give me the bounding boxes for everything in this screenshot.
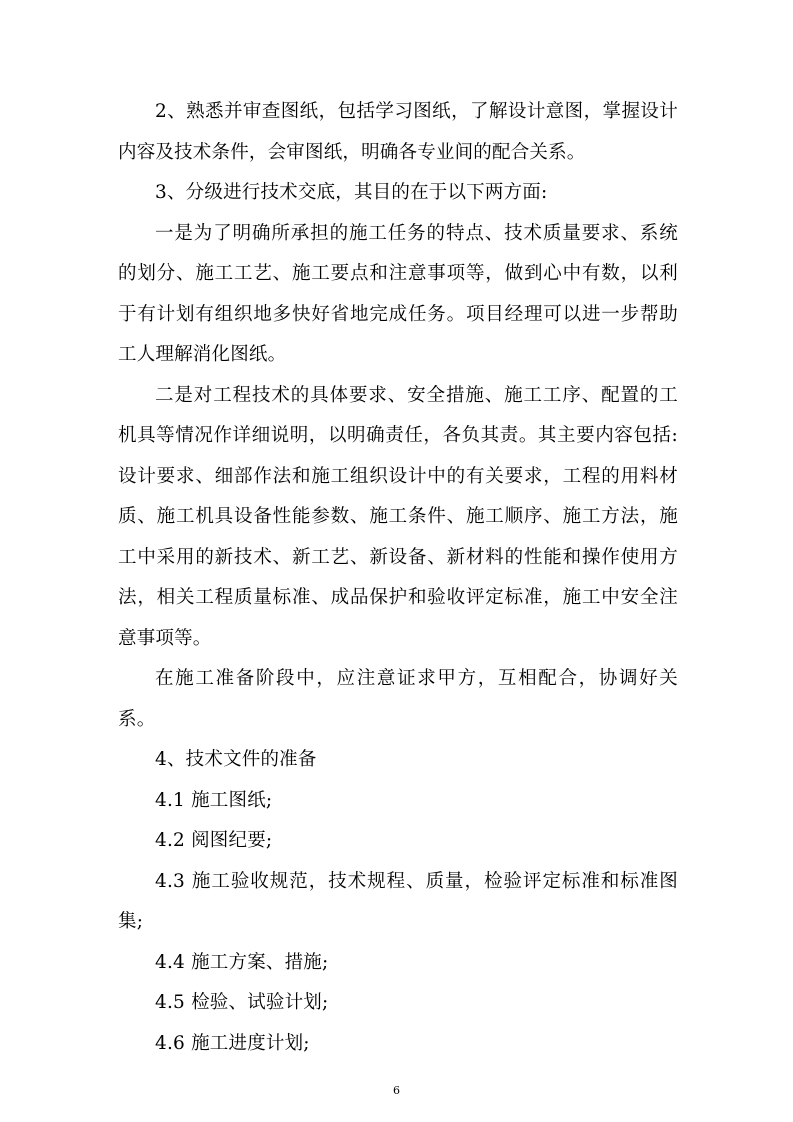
list-item-construction-drawings: 4.1 施工图纸; (155, 789, 273, 811)
paragraph-purpose-one: 一是为了明确所承担的施工任务的特点、技术质量要求、系统的划分、施工工艺、施工要点和注意事项等，做到心中有数，以利于有计划有组织地多快好省地完成任务。项目经理可以进一步帮助工人理解消化图纸。 (118, 222, 678, 365)
paragraph-coordination: 在施工准备阶段中，应注意证求甲方，互相配合，协调好关系。 (118, 668, 678, 730)
document-body (118, 92, 678, 1064)
heading-technical-documents: 4、技术文件的准备 (155, 749, 317, 770)
list-item-drawing-review-minutes: 4.2 阅图纪要; (155, 830, 273, 851)
list-item-inspection-plan: 4.5 检验、试验计划; (155, 992, 329, 1013)
paragraph-purpose-two: 二是对工程技术的具体要求、安全措施、施工工序、配置的工机具等情况作详细说明，以明确责任，各负其责。其主要内容包括:设计要求、细部作法和施工组织设计中的有关要求，工程的用料材质、施工机具设备性能参数、施工条件、施工顺序、施工方法，施工中采用的新技术、新工艺、新设备、新材料的性能和操作使用方法，相关工程质量标准、成品保护和验收评定标准，施工中安全注意事项等。 (118, 384, 678, 649)
list-item-construction-plan: 4.4 施工方案、措施; (155, 951, 329, 973)
list-item-schedule-plan: 4.6 施工进度计划; (155, 1032, 310, 1054)
list-item-acceptance-specifications: 4.3 施工验收规范，技术规程、质量，检验评定标准和标准图集; (118, 870, 678, 932)
paragraph-technical-briefing: 3、分级进行技术交底，其目的在于以下两方面: (155, 182, 548, 203)
paragraph-review-drawings: 2、熟悉并审查图纸，包括学习图纸，了解设计意图，掌握设计内容及技术条件，会审图纸，明确各专业间的配合关系。 (118, 101, 678, 163)
page-number: 6 (393, 1084, 400, 1097)
